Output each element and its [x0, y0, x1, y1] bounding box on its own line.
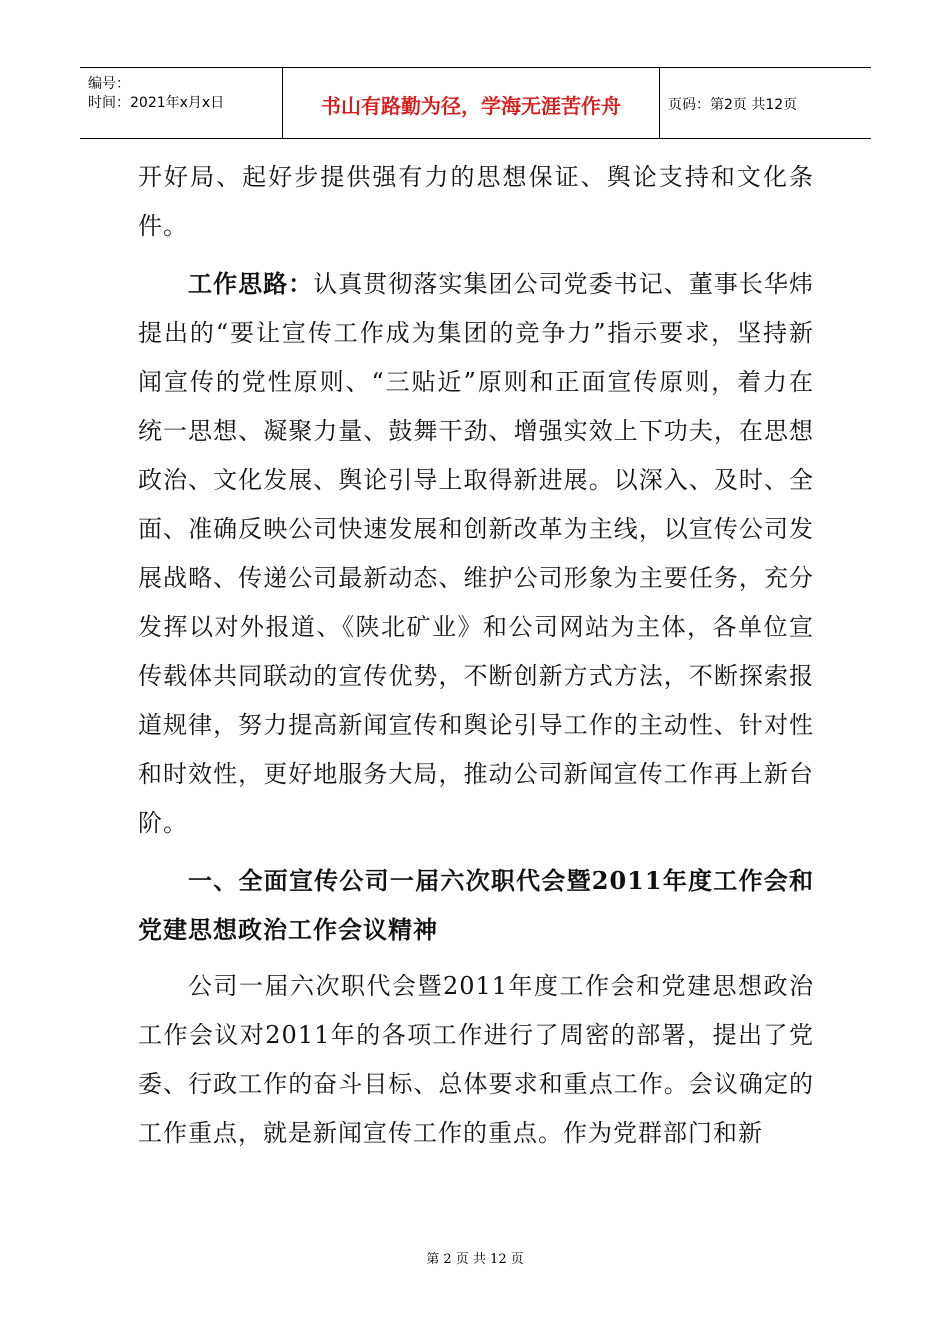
paragraph-continued: 开好局、起好步提供强有力的思想保证、舆论支持和文化条件。	[138, 163, 814, 240]
work-idea-text: 认真贯彻落实集团公司党委书记、董事长华炜提出的“要让宣传工作成为集团的竞争力”指示要求，坚持新闻宣传的党性原则、“三贴近”原则和正面宣传原则，着力在统一思想、凝聚力量、鼓舞干劲、增强实效上下功夫，在思想政治、文化发展、舆论引导上取得新进展。以深入、及时、全面、准确反映公司快速发展和创新改革为主线，以宣传公司发展战略、传递公司最新动态、维护公司形象为主要任务，充分发挥以对外报道、《陕北矿业》和公司网站为主体，各单位宣传载体共同联动的宣传优势，不断创新方式方法，不断探索报道规律，努力提高新闻宣传和舆论引导工作的主动性、针对性和时效性，更好地服务大局，推动公司新闻宣传工作再上新台阶。	[138, 270, 815, 837]
document-header	[80, 67, 871, 139]
page-footer: 第 2 页 共 12 页	[426, 1252, 524, 1267]
motto-text: 书山有路勤为径，学海无涯苦作舟	[321, 94, 621, 118]
header-motto-cell	[283, 68, 660, 138]
header-page-cell	[660, 68, 871, 138]
section-heading-1: 一、全面宣传公司一届六次职代会暨2011年度工作会和党建思想政治工作会议精神	[138, 866, 814, 944]
header-meta-cell	[80, 68, 283, 138]
page-info: 页码：第2页 共12页	[668, 97, 798, 113]
work-idea-label: 工作思路：	[188, 269, 314, 298]
paragraph-section-1: 公司一届六次职代会暨2011年度工作会和党建思想政治工作会议对2011年的各项工作进行了周密的部署，提出了党委、行政工作的奋斗目标、总体要求和重点工作。会议确定的工作重点，就是新闻宣传工作的重点。作为党群部门和新	[138, 972, 814, 1147]
time-label: 时间：2021年x月x日	[88, 95, 225, 111]
paragraph-work-idea	[138, 259, 814, 848]
serial-label: 编号：	[88, 76, 130, 92]
document-body	[138, 153, 814, 1158]
